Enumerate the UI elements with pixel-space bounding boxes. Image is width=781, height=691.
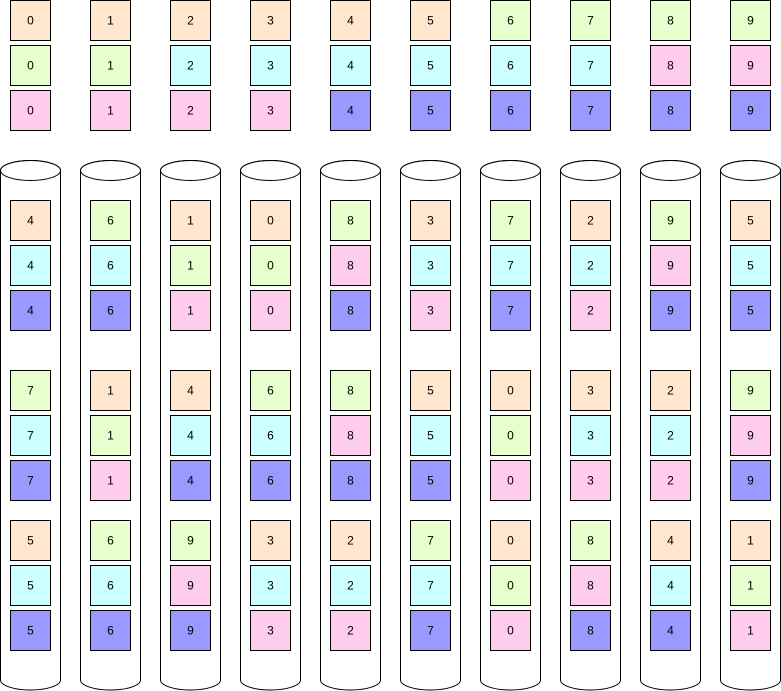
disk-block-label: 6 bbox=[107, 533, 114, 548]
disk-block bbox=[171, 291, 211, 331]
legend-block-label: 4 bbox=[347, 103, 354, 118]
disk-block-label: 6 bbox=[107, 213, 114, 228]
block-group bbox=[491, 201, 531, 331]
legend-row bbox=[11, 46, 771, 86]
disk-block bbox=[731, 566, 771, 606]
disk-block bbox=[411, 461, 451, 501]
disk-cylinder bbox=[321, 161, 381, 691]
disk-block bbox=[331, 461, 371, 501]
disk-block bbox=[571, 291, 611, 331]
disk-block bbox=[571, 246, 611, 286]
disk-block-label: 0 bbox=[267, 303, 274, 318]
legend-block-label: 7 bbox=[587, 13, 594, 28]
disk-block bbox=[11, 201, 51, 241]
disk-block bbox=[171, 611, 211, 651]
disk-block-label: 9 bbox=[667, 213, 674, 228]
disk-block-label: 1 bbox=[187, 213, 194, 228]
legend-block-label: 0 bbox=[27, 103, 34, 118]
block-group bbox=[651, 201, 691, 331]
disk-block bbox=[331, 246, 371, 286]
disk-block-label: 4 bbox=[27, 213, 34, 228]
block-group bbox=[571, 521, 611, 651]
disk-block bbox=[491, 521, 531, 561]
disk-block bbox=[331, 291, 371, 331]
disk-block bbox=[91, 611, 131, 651]
disk-block bbox=[11, 521, 51, 561]
disk-block bbox=[411, 371, 451, 411]
legend-block-label: 8 bbox=[667, 13, 674, 28]
disk-block bbox=[651, 521, 691, 561]
disk-cylinder bbox=[401, 161, 461, 691]
legend-block-label: 7 bbox=[587, 103, 594, 118]
disk-block-label: 4 bbox=[27, 303, 34, 318]
disk-block bbox=[731, 291, 771, 331]
legend-block-label: 1 bbox=[107, 13, 114, 28]
disk-block bbox=[171, 416, 211, 456]
legend-block-label: 6 bbox=[507, 58, 514, 73]
legend-block bbox=[11, 46, 51, 86]
block-group bbox=[11, 201, 51, 331]
disk-block-label: 7 bbox=[427, 533, 434, 548]
legend-block-label: 7 bbox=[587, 58, 594, 73]
disk-block-label: 3 bbox=[267, 623, 274, 638]
disk-block bbox=[651, 371, 691, 411]
disk-block-label: 8 bbox=[587, 623, 594, 638]
disk-block bbox=[171, 521, 211, 561]
disk-block-label: 6 bbox=[267, 383, 274, 398]
legend-block bbox=[731, 46, 771, 86]
disk-block bbox=[651, 611, 691, 651]
block-group bbox=[91, 371, 131, 501]
disk-block-label: 8 bbox=[347, 258, 354, 273]
disk-cylinder bbox=[641, 161, 701, 691]
disk-block bbox=[491, 611, 531, 651]
disk-block bbox=[91, 371, 131, 411]
disk-block bbox=[491, 416, 531, 456]
disk-block-label: 6 bbox=[107, 303, 114, 318]
disk-block-label: 8 bbox=[347, 303, 354, 318]
disk-cylinder bbox=[161, 161, 221, 691]
disk-block bbox=[571, 521, 611, 561]
legend-block bbox=[411, 1, 451, 41]
disk-block bbox=[251, 371, 291, 411]
disk-block bbox=[91, 461, 131, 501]
disk-block bbox=[11, 416, 51, 456]
block-group bbox=[91, 521, 131, 651]
legend-block-label: 5 bbox=[427, 13, 434, 28]
disk-block-label: 2 bbox=[347, 623, 354, 638]
disk-block-label: 5 bbox=[747, 258, 754, 273]
disk-block bbox=[411, 246, 451, 286]
block-group bbox=[251, 371, 291, 501]
block-group bbox=[411, 201, 451, 331]
disk-block-label: 1 bbox=[747, 623, 754, 638]
disk-block bbox=[491, 371, 531, 411]
legend-block bbox=[171, 91, 211, 131]
disk-block bbox=[91, 416, 131, 456]
disk-block-label: 4 bbox=[187, 473, 194, 488]
legend-block bbox=[251, 46, 291, 86]
disk-block bbox=[411, 291, 451, 331]
disk-block bbox=[91, 201, 131, 241]
disk-block bbox=[251, 201, 291, 241]
legend-block-label: 1 bbox=[107, 58, 114, 73]
disk-block-label: 4 bbox=[667, 533, 674, 548]
disk-block bbox=[11, 566, 51, 606]
block-group bbox=[491, 521, 531, 651]
disk-block bbox=[491, 566, 531, 606]
disk-block bbox=[251, 291, 291, 331]
disk-block-label: 3 bbox=[587, 473, 594, 488]
disk-block bbox=[731, 246, 771, 286]
disk-block bbox=[731, 371, 771, 411]
legend-block bbox=[491, 1, 531, 41]
disk-block bbox=[251, 566, 291, 606]
disk-block bbox=[331, 416, 371, 456]
block-group bbox=[411, 521, 451, 651]
disk-block bbox=[331, 566, 371, 606]
disk-block bbox=[571, 566, 611, 606]
disk-block bbox=[251, 521, 291, 561]
disk-block-label: 9 bbox=[187, 578, 194, 593]
disk-block-label: 7 bbox=[427, 623, 434, 638]
disk-cylinder bbox=[1, 161, 61, 691]
disk-block-label: 7 bbox=[507, 213, 514, 228]
disk-block-label: 2 bbox=[667, 473, 674, 488]
disk-block-label: 0 bbox=[507, 578, 514, 593]
disk-block bbox=[331, 371, 371, 411]
disks bbox=[1, 161, 781, 691]
disk-block-label: 8 bbox=[347, 428, 354, 443]
disk-block bbox=[731, 521, 771, 561]
block-group bbox=[411, 371, 451, 501]
disk-block-label: 3 bbox=[267, 533, 274, 548]
disk-block-label: 8 bbox=[347, 473, 354, 488]
disk-block-label: 9 bbox=[747, 473, 754, 488]
disk-block bbox=[91, 291, 131, 331]
block-group bbox=[731, 521, 771, 651]
disk-block bbox=[171, 201, 211, 241]
legend-block bbox=[411, 46, 451, 86]
disk-block bbox=[491, 461, 531, 501]
disk-block bbox=[171, 246, 211, 286]
disk-block bbox=[11, 246, 51, 286]
block-group bbox=[11, 521, 51, 651]
legend-block bbox=[491, 46, 531, 86]
disk-block bbox=[731, 461, 771, 501]
disk-block-label: 4 bbox=[667, 578, 674, 593]
disk-block-label: 8 bbox=[347, 383, 354, 398]
legend-block-label: 1 bbox=[107, 103, 114, 118]
disk-block-label: 0 bbox=[507, 428, 514, 443]
disk-block-label: 3 bbox=[267, 578, 274, 593]
disk-block bbox=[251, 416, 291, 456]
legend-block-label: 8 bbox=[667, 103, 674, 118]
disk-block-label: 6 bbox=[107, 623, 114, 638]
block-group bbox=[91, 201, 131, 331]
disk-block bbox=[571, 416, 611, 456]
legend-block bbox=[571, 91, 611, 131]
legend-block-label: 3 bbox=[267, 13, 274, 28]
legend bbox=[11, 1, 771, 131]
disk-block-label: 3 bbox=[427, 213, 434, 228]
legend-block bbox=[331, 91, 371, 131]
disk-block-label: 5 bbox=[27, 533, 34, 548]
legend-block bbox=[91, 91, 131, 131]
legend-block bbox=[251, 91, 291, 131]
disk-block bbox=[651, 246, 691, 286]
disk-block bbox=[491, 246, 531, 286]
legend-block bbox=[411, 91, 451, 131]
disk-block bbox=[91, 521, 131, 561]
disk-block-label: 4 bbox=[27, 258, 34, 273]
disk-block-label: 1 bbox=[747, 578, 754, 593]
disk-block bbox=[11, 461, 51, 501]
disk-block bbox=[251, 461, 291, 501]
block-group bbox=[331, 201, 371, 331]
disk-block-label: 9 bbox=[747, 383, 754, 398]
disk-block-label: 0 bbox=[507, 533, 514, 548]
disk-block-label: 1 bbox=[107, 428, 114, 443]
disk-block-label: 2 bbox=[667, 383, 674, 398]
disk-block bbox=[251, 611, 291, 651]
disk-block bbox=[171, 566, 211, 606]
disk-block-label: 9 bbox=[747, 428, 754, 443]
disk-block-label: 7 bbox=[27, 383, 34, 398]
legend-block-label: 9 bbox=[747, 58, 754, 73]
disk-block bbox=[11, 291, 51, 331]
disk-cylinder bbox=[561, 161, 621, 691]
disk-block-label: 7 bbox=[507, 258, 514, 273]
disk-block-label: 3 bbox=[587, 383, 594, 398]
legend-block-label: 2 bbox=[187, 103, 194, 118]
disk-cylinder bbox=[481, 161, 541, 691]
disk-block bbox=[651, 201, 691, 241]
legend-block-label: 3 bbox=[267, 58, 274, 73]
legend-block-label: 9 bbox=[747, 103, 754, 118]
disk-block-label: 9 bbox=[667, 303, 674, 318]
disk-block-label: 6 bbox=[267, 428, 274, 443]
legend-block bbox=[651, 1, 691, 41]
legend-block bbox=[571, 1, 611, 41]
block-group bbox=[171, 521, 211, 651]
disk-block bbox=[731, 201, 771, 241]
disk-block bbox=[651, 566, 691, 606]
disk-block-label: 2 bbox=[667, 428, 674, 443]
legend-block bbox=[731, 1, 771, 41]
disk-block bbox=[91, 566, 131, 606]
legend-block bbox=[171, 46, 211, 86]
legend-block bbox=[331, 1, 371, 41]
disk-block-label: 0 bbox=[507, 383, 514, 398]
legend-block-label: 5 bbox=[427, 58, 434, 73]
disk-block bbox=[651, 291, 691, 331]
legend-block bbox=[331, 46, 371, 86]
disk-block bbox=[331, 611, 371, 651]
disk-cylinder bbox=[721, 161, 781, 691]
disk-block-label: 7 bbox=[427, 578, 434, 593]
legend-block-label: 0 bbox=[27, 13, 34, 28]
legend-block bbox=[11, 91, 51, 131]
block-group bbox=[731, 201, 771, 331]
disk-block-label: 0 bbox=[267, 258, 274, 273]
disk-block-label: 1 bbox=[187, 258, 194, 273]
legend-block-label: 2 bbox=[187, 58, 194, 73]
disk-block bbox=[11, 371, 51, 411]
block-group bbox=[571, 371, 611, 501]
disk-block-label: 2 bbox=[347, 533, 354, 548]
disk-block-label: 9 bbox=[667, 258, 674, 273]
legend-block-label: 5 bbox=[427, 103, 434, 118]
legend-block-label: 2 bbox=[187, 13, 194, 28]
legend-block-label: 4 bbox=[347, 58, 354, 73]
disk-block-label: 2 bbox=[587, 258, 594, 273]
disk-block-label: 0 bbox=[507, 473, 514, 488]
disk-block-label: 8 bbox=[587, 578, 594, 593]
disk-block bbox=[91, 246, 131, 286]
disk-block-label: 1 bbox=[107, 473, 114, 488]
disk-block-label: 7 bbox=[27, 428, 34, 443]
disk-block bbox=[331, 521, 371, 561]
legend-block-label: 8 bbox=[667, 58, 674, 73]
legend-row bbox=[11, 1, 771, 41]
legend-block bbox=[91, 46, 131, 86]
disk-block bbox=[571, 461, 611, 501]
legend-block bbox=[571, 46, 611, 86]
disk-block bbox=[571, 371, 611, 411]
disk-block-label: 5 bbox=[427, 428, 434, 443]
disk-block-label: 7 bbox=[27, 473, 34, 488]
legend-row bbox=[11, 91, 771, 131]
disk-block-label: 5 bbox=[747, 213, 754, 228]
block-group bbox=[571, 201, 611, 331]
disk-block bbox=[11, 611, 51, 651]
block-group bbox=[331, 521, 371, 651]
disk-block bbox=[411, 566, 451, 606]
disk-block-label: 3 bbox=[587, 428, 594, 443]
disk-block-label: 5 bbox=[427, 383, 434, 398]
disk-block bbox=[171, 461, 211, 501]
disk-block-label: 0 bbox=[507, 623, 514, 638]
block-group bbox=[171, 201, 211, 331]
disk-block-label: 8 bbox=[587, 533, 594, 548]
disk-block-label: 8 bbox=[347, 213, 354, 228]
disk-block-label: 5 bbox=[27, 578, 34, 593]
disk-block-label: 5 bbox=[27, 623, 34, 638]
legend-block-label: 6 bbox=[507, 13, 514, 28]
disk-block-label: 1 bbox=[107, 383, 114, 398]
disk-block bbox=[251, 246, 291, 286]
disk-cylinder bbox=[81, 161, 141, 691]
disk-cylinder bbox=[241, 161, 301, 691]
block-group bbox=[11, 371, 51, 501]
disk-block-label: 1 bbox=[747, 533, 754, 548]
legend-block bbox=[731, 91, 771, 131]
disk-block bbox=[411, 611, 451, 651]
disk-block-label: 7 bbox=[507, 303, 514, 318]
legend-block bbox=[171, 1, 211, 41]
disk-block-label: 2 bbox=[347, 578, 354, 593]
block-group bbox=[251, 201, 291, 331]
legend-block bbox=[651, 46, 691, 86]
disk-block bbox=[571, 611, 611, 651]
disk-block-label: 5 bbox=[747, 303, 754, 318]
legend-block bbox=[11, 1, 51, 41]
disk-block-label: 3 bbox=[427, 258, 434, 273]
disk-block bbox=[491, 201, 531, 241]
disk-block-label: 6 bbox=[107, 258, 114, 273]
disk-block-label: 6 bbox=[267, 473, 274, 488]
disk-block bbox=[411, 201, 451, 241]
disk-block-label: 9 bbox=[187, 533, 194, 548]
legend-block-label: 3 bbox=[267, 103, 274, 118]
block-group bbox=[651, 371, 691, 501]
disk-block bbox=[571, 201, 611, 241]
disk-block-label: 4 bbox=[187, 383, 194, 398]
disk-block bbox=[651, 416, 691, 456]
block-group bbox=[491, 371, 531, 501]
legend-block-label: 4 bbox=[347, 13, 354, 28]
legend-block bbox=[651, 91, 691, 131]
disk-block bbox=[731, 416, 771, 456]
disk-block bbox=[411, 521, 451, 561]
disk-block-label: 6 bbox=[107, 578, 114, 593]
legend-block bbox=[251, 1, 291, 41]
block-group bbox=[331, 371, 371, 501]
disk-block bbox=[331, 201, 371, 241]
block-group bbox=[171, 371, 211, 501]
disk-block-label: 3 bbox=[427, 303, 434, 318]
disk-block bbox=[491, 291, 531, 331]
disk-block-label: 4 bbox=[667, 623, 674, 638]
disk-block-label: 2 bbox=[587, 213, 594, 228]
legend-block bbox=[91, 1, 131, 41]
disk-block-label: 1 bbox=[187, 303, 194, 318]
legend-block-label: 6 bbox=[507, 103, 514, 118]
legend-block-label: 0 bbox=[27, 58, 34, 73]
block-group bbox=[651, 521, 691, 651]
disk-block-label: 4 bbox=[187, 428, 194, 443]
block-group bbox=[731, 371, 771, 501]
disk-block-label: 2 bbox=[587, 303, 594, 318]
disk-block bbox=[171, 371, 211, 411]
disk-block bbox=[651, 461, 691, 501]
block-group bbox=[251, 521, 291, 651]
disk-block bbox=[411, 416, 451, 456]
disk-block-label: 9 bbox=[187, 623, 194, 638]
legend-block bbox=[491, 91, 531, 131]
disk-block bbox=[731, 611, 771, 651]
disk-block-label: 5 bbox=[427, 473, 434, 488]
legend-block-label: 9 bbox=[747, 13, 754, 28]
disk-block-label: 0 bbox=[267, 213, 274, 228]
